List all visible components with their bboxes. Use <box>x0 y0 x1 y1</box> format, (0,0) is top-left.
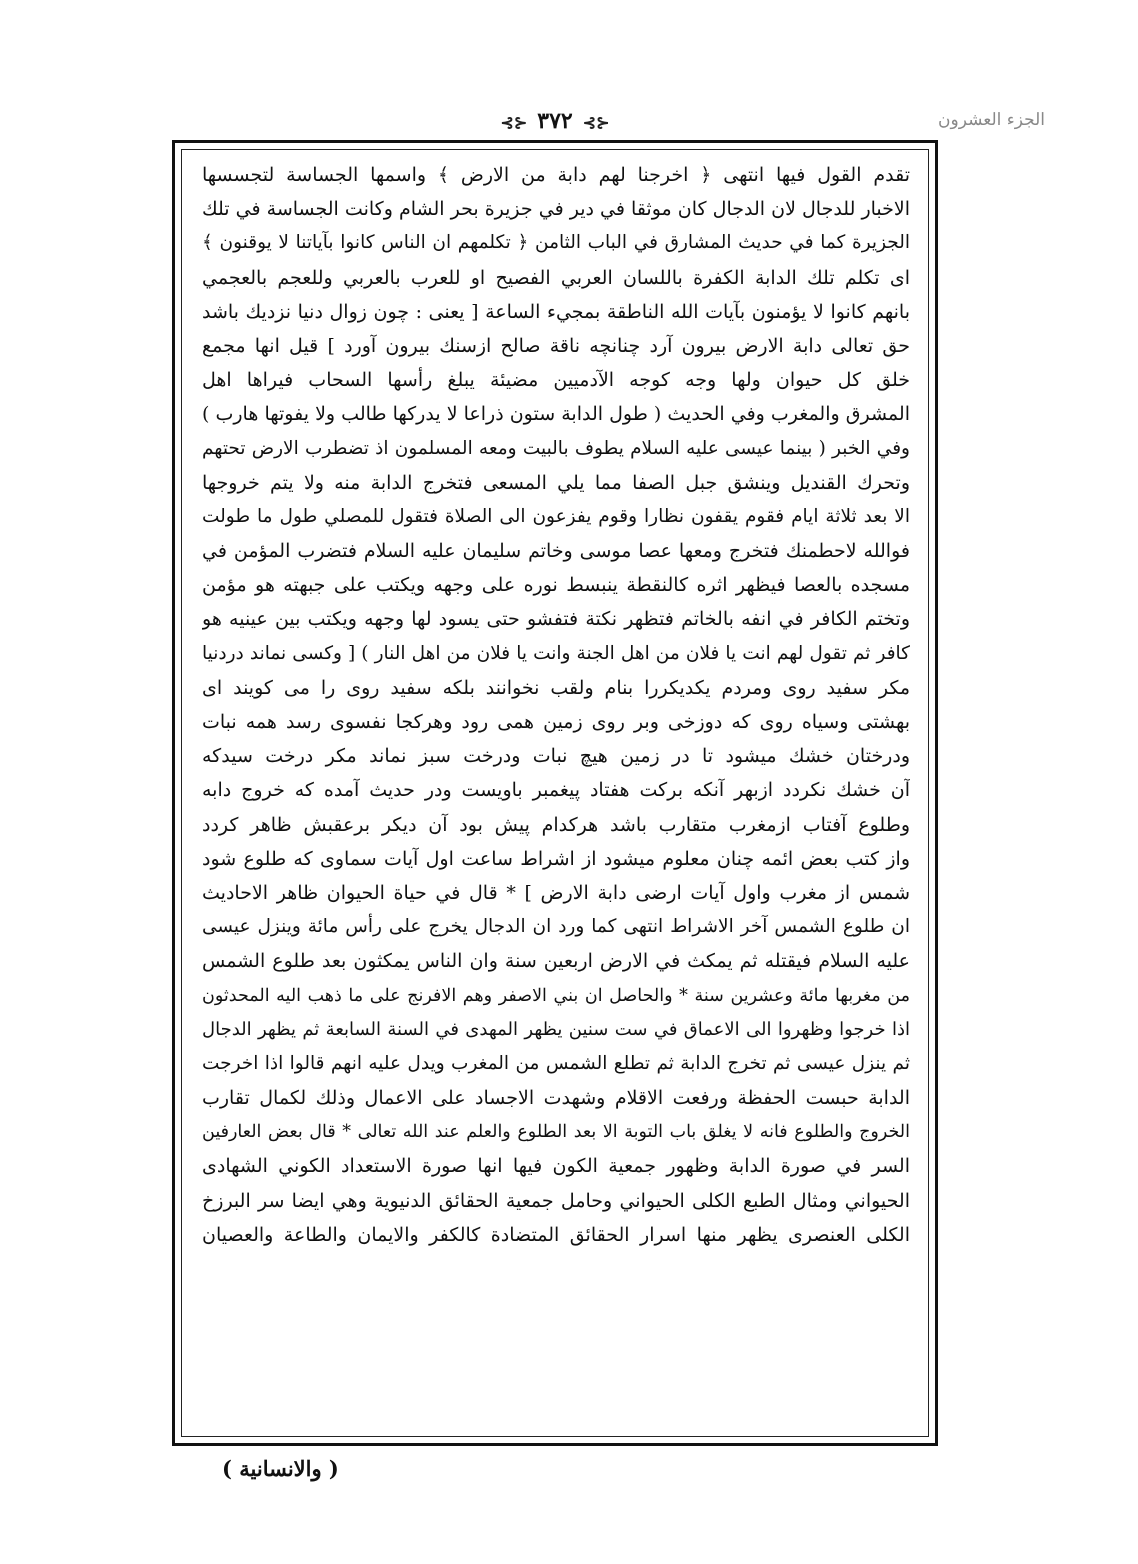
text-line: عليه السلام فيقتله ثم يمكث في الارض اربعين سنة وان الناس يمكثون بعد طلوع الشمس <box>202 950 910 973</box>
text-line: الخروج والطلوع فانه لا يغلق باب التوبة الا بعد الطلوع والعلم عند الله تعالى * قال بعض العارفين <box>202 1122 910 1143</box>
page-header <box>175 104 1045 140</box>
page-number <box>175 108 935 134</box>
text-line: خلق كل حيوان ولها وجه كوجه الآدميين مضيئة يبلغ رأسها السحاب فيراها اهل <box>202 369 910 392</box>
text-line: اذا خرجوا وظهروا الى الاعماق في ست سنين يظهر المهدى في السنة السابعة ثم يظهر الدجال <box>202 1018 910 1040</box>
catchword: ( والانسانية ) <box>222 1456 339 1481</box>
text-line: وفي الخبر ( بينما عيسى عليه السلام يطوف بالبيت ومعه المسلمون اذ تضطرب الارض تحتهم <box>202 437 910 459</box>
text-line: السر في صورة الدابة وظهور جمعية الكون فيها انها صورة الاستعداد الكوني الشهادى <box>202 1155 910 1178</box>
text-line: حق تعالى دابة الارض بيرون آرد چنانچه ناقة صالح ازسنك بيرون آورد ] قيل انها مجمع <box>202 334 910 357</box>
text-line: واز كتب بعض ائمه چنان معلوم ميشود از اشراط ساعت اول آيات سماوى كه طلوع شود <box>202 847 910 870</box>
text-line: الحيواني ومثال الطبع الكلى الحيواني وحامل جمعية الحقائق الدنيوية وهي ايضا سر البرزخ <box>202 1189 910 1212</box>
text-line: ودرختان خشك ميشود تا در زمين هيچ نبات ودرخت سبز نماند مكر درخت سيدكه <box>202 745 910 768</box>
page-number-value: ٣٧٢ <box>537 108 573 134</box>
text-line: آن خشك نكردد ازبهر آنكه بركت هفتاد پيغمبر باويست ودر حديث آمده كه خروج دابه <box>202 779 910 802</box>
text-line: وتحرك القنديل وينشق جبل الصفا مما يلي المسعى فتخرج الدابة منه ولا يتم خروجها <box>202 471 910 494</box>
text-line: مكر سفيد روى ومردم يكديكررا بنام ولقب نخوانند بلكه سفيد روى را مى كويند اى <box>202 676 910 699</box>
text-line: فوالله لاحطمنك فتخرج ومعها عصا موسى وخاتم سليمان عليه السلام فتضرب المؤمن في <box>202 540 910 563</box>
text-line: الدابة حبست الحفظة ورفعت الاقلام وشهدت الاجساد على الاعمال وذلك لكمال تقارب <box>202 1087 910 1110</box>
text-line: الا بعد ثلاثة ايام فقوم يقفون نظارا وقوم يفزعون الى الصلاة فتقول للمصلي طول ما طولت <box>202 505 910 527</box>
text-block <box>202 158 910 1252</box>
text-line: ان طلوع الشمس آخر الاشراط انتهى كما ورد ان الدجال يخرج على رأس مائة وينزل عيسى <box>202 916 910 938</box>
text-line: وطلوع آفتاب ازمغرب متقارب باشد هركدام پيش بود آن ديكر برعقبش ظاهر كردد <box>202 813 910 836</box>
text-line: تقدم القول فيها انتهى ﴿ اخرجنا لهم دابة من الارض ﴾ واسمها الجساسة لتجسسها <box>202 164 910 186</box>
text-line: الاخبار للدجال لان الدجال كان موثقا في دير في جزيرة بحر الشام وكانت الجساسة في تلك <box>202 198 910 221</box>
text-line: الكلى العنصرى يظهر منها اسرار الحقائق المتضادة كالكفر والايمان والطاعة والعصيان <box>202 1223 910 1246</box>
text-line: بانهم كانوا لا يؤمنون بآيات الله الناطقة بمجيء الساعة [ يعنى : چون زوال دنيا نزديك باشد <box>202 300 910 323</box>
text-line: ثم ينزل عيسى ثم تخرج الدابة ثم تطلع الشمس من المغرب ويدل عليه انهم قالوا اذا اخرجت <box>202 1052 910 1074</box>
running-head: الجزء العشرون <box>938 110 1045 130</box>
text-line: كافر ثم تقول لهم انت يا فلان من اهل الجنة وانت يا فلان من اهل النار ) [ وكسى نماند دردنيا <box>202 642 910 664</box>
text-line: المشرق والمغرب وفي الحديث ( طول الدابة ستون ذراعا لا يدركها طالب ولا يفوتها هارب ) <box>202 403 910 426</box>
page-frame <box>172 140 938 1446</box>
text-line: شمس از مغرب واول آيات ارضى دابة الارض ] * قال في حياة الحيوان ظاهر الاحاديث <box>202 881 910 904</box>
page-frame-inner <box>181 149 929 1437</box>
text-line: من مغربها مائة وعشرين سنة * والحاصل ان بني الاصفر وهم الافرنج على ما ذهب اليه المحدثون <box>202 985 910 1006</box>
ornament-right-icon: ⊰⊱ <box>582 113 610 132</box>
text-line: الجزيرة كما في حديث المشارق في الباب الثامن ﴿ تكلمهم ان الناس كانوا بآياتنا لا يوقنون ﴾ <box>202 232 910 254</box>
text-line: وتختم الكافر في انفه بالخاتم فتظهر نكتة فتفشو حتى يسود لها وجهه ويكتب بين عينيه هو <box>202 608 910 631</box>
text-line: مسجده بالعصا فيظهر اثره كالنقطة ينبسط نوره على وجهه ويكتب على جبهته هو مؤمن <box>202 574 910 597</box>
text-line: بهشتى وسياه روى كه دوزخى وبر روى زمين همى رود وهركجا نفسوى رسد همه نبات <box>202 711 910 733</box>
text-line: اى تكلم تلك الدابة الكفرة باللسان العربي الفصيح او للعرب بالعربي وللعجم بالعجمي <box>202 266 910 289</box>
ornament-left-icon: ⊰⊱ <box>500 113 528 132</box>
